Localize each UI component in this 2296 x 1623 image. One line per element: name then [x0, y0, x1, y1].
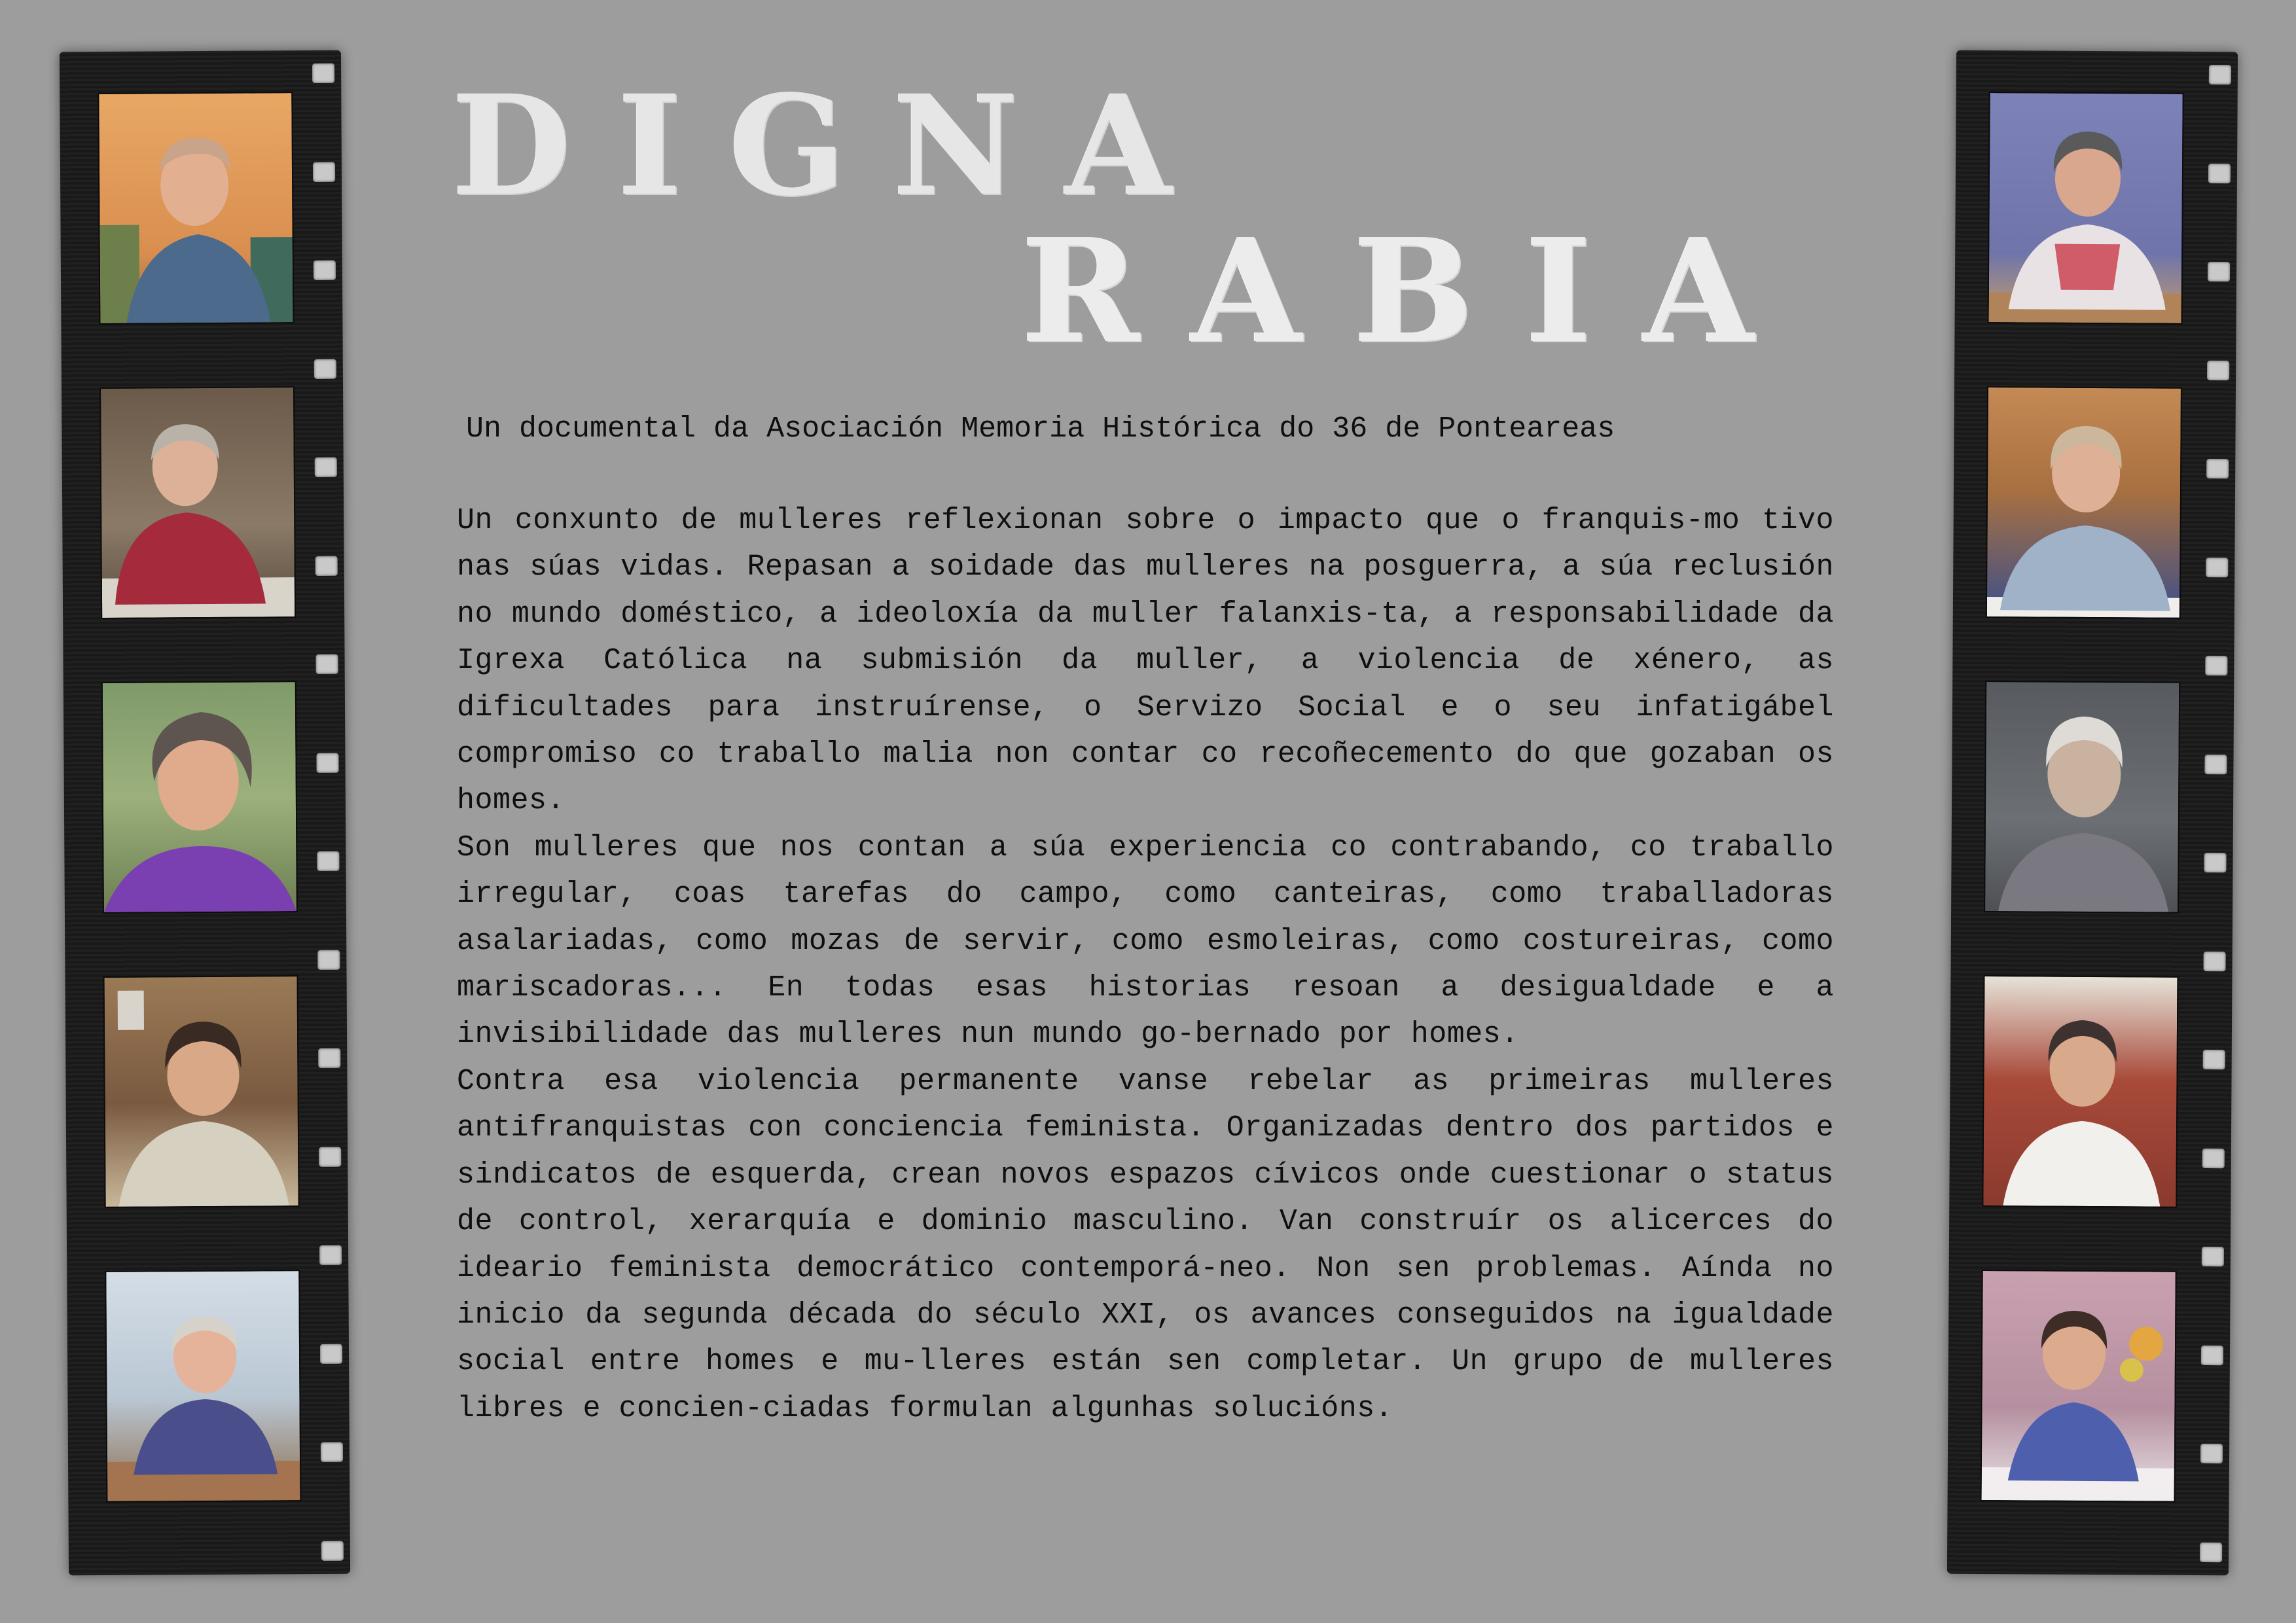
- portrait-photo: [99, 386, 296, 619]
- sprocket-holes: [2200, 65, 2231, 1562]
- sprocket-holes: [312, 63, 344, 1561]
- portrait-photo: [101, 681, 298, 914]
- title-line-2: RABIA: [1021, 207, 1806, 375]
- portrait-photo: [1984, 681, 2180, 914]
- portrait-photo: [1986, 386, 2182, 619]
- synopsis-paragraph: Un conxunto de mulleres reflexionan sobre o impacto que o franquis-mo tivo nas súas vidas. Repasan a soidade das mulleres na posguerra, a súa reclusión no mundo doméstico, a ideoloxía da muller falanxis-ta, a responsabilidade da Igrexa Católica na submisión da muller, a violencia de xénero, as dificultades para instruírense, o Servizo Social e o seu infatigábel compromiso co traballo malia non contar co recoñecemento do que gozaban os homes.: [457, 504, 1834, 818]
- portrait-photo: [103, 975, 300, 1208]
- synopsis-paragraph: Son mulleres que nos contan a súa experiencia co contrabando, co traballo irregular, coas tarefas do campo, como canteiras, como traballadoras asalariadas, como mozas de servir, como esmoleiras, como costureiras, como mariscadoras... En todas esas historias resoan a desigualdade e a invisibilidade das mulleres nun mundo go-bernado por homes.: [457, 830, 1834, 1052]
- portrait-photo: [1981, 1270, 2177, 1503]
- title-line-1: DIGNA: [452, 65, 1219, 226]
- synopsis: [457, 497, 1834, 1432]
- portrait-photo: [1982, 975, 2178, 1208]
- synopsis-paragraph: Contra esa violencia permanente vanse rebelar as primeiras mulleres antifranquistas con conciencia feminista. Organizadas dentro dos partidos e sindicatos de esquerda, crean novos espazos cívicos onde cuestionar o status de control, xerarquía e dominio masculino. Van construír os alicerces do ideario feminista democrático contemporá-neo. Non sen problemas. Aínda no inicio da segunda década do século XXI, os avances conseguidos na igualdade social entre homes e mu-lleres están sen completar. Un grupo de mulleres libres e concien-ciadas formulan algunhas solucións.: [457, 1064, 1834, 1425]
- portrait-photo: [1988, 92, 2184, 325]
- film-strip-left: [60, 50, 350, 1576]
- film-strip-right: [1947, 50, 2238, 1576]
- subtitle: Un documental da Asociación Memoria Histórica do 36 de Ponteareas: [466, 412, 1615, 446]
- portrait-photo: [98, 92, 294, 325]
- portrait-photo: [105, 1270, 301, 1503]
